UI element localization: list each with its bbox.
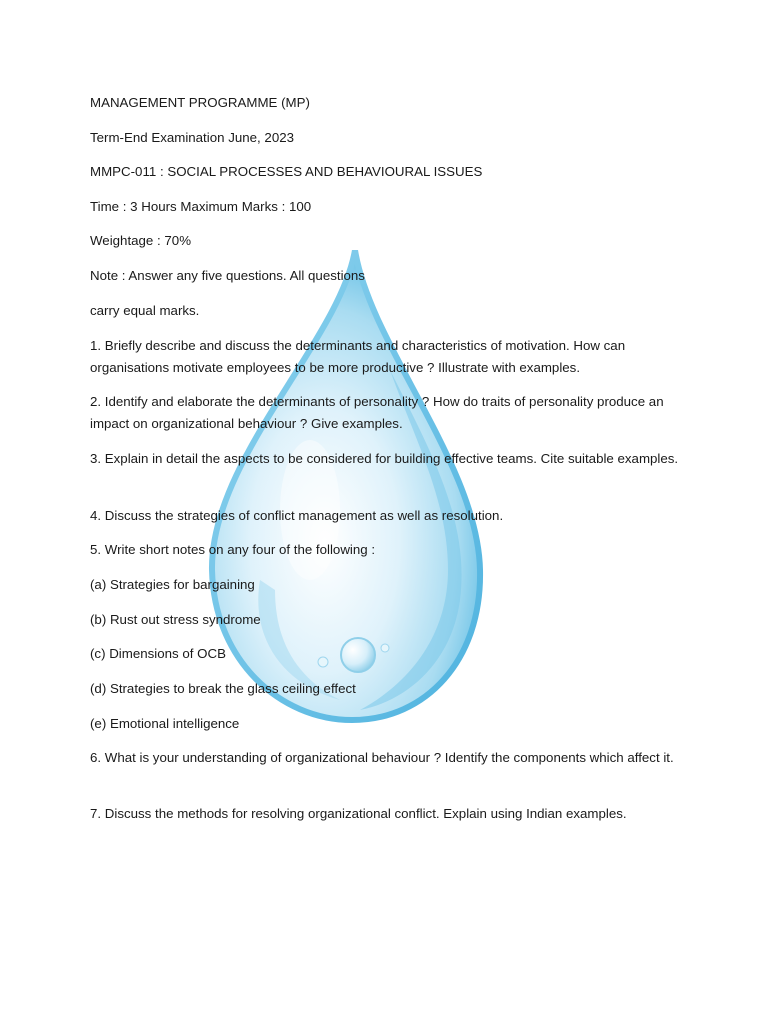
programme-title: MANAGEMENT PROGRAMME (MP) [90,95,310,110]
course-title: MMPC-011 : SOCIAL PROCESSES AND BEHAVIOURAL ISSUES [90,164,483,179]
note-line-1: Note : Answer any five questions. All questions [90,268,365,283]
question-3: 3. Explain in detail the aspects to be considered for building effective teams. Cite suitable examples. [90,451,679,466]
note-line-2: carry equal marks. [90,303,200,318]
question-5b: (b) Rust out stress syndrome [90,612,261,627]
question-5e: (e) Emotional intelligence [90,716,240,731]
question-5: 5. Write short notes on any four of the following : [90,542,376,557]
question-5c: (c) Dimensions of OCB [90,646,226,661]
question-5a: (a) Strategies for bargaining [90,577,255,592]
question-2: 2. Identify and elaborate the determinants of personality ? How do traits of personality produce an impact on organizational behaviour ? Give examples. [90,394,664,431]
question-5d: (d) Strategies to break the glass ceiling effect [90,681,356,696]
exam-document [90,0,690,1024]
weightage: Weightage : 70% [90,233,192,248]
question-7: 7. Discuss the methods for resolving organizational conflict. Explain using Indian examples. [90,806,627,821]
question-1: 1. Briefly describe and discuss the determinants and characteristics of motivation. How can organisations motivate employees to be more productive ? Illustrate with examples. [90,338,626,375]
question-6: 6. What is your understanding of organizational behaviour ? Identify the components which affect it. [90,750,674,765]
question-4: 4. Discuss the strategies of conflict management as well as resolution. [90,508,504,523]
exam-session: Term-End Examination June, 2023 [90,130,294,145]
time-marks: Time : 3 Hours Maximum Marks : 100 [90,199,312,214]
